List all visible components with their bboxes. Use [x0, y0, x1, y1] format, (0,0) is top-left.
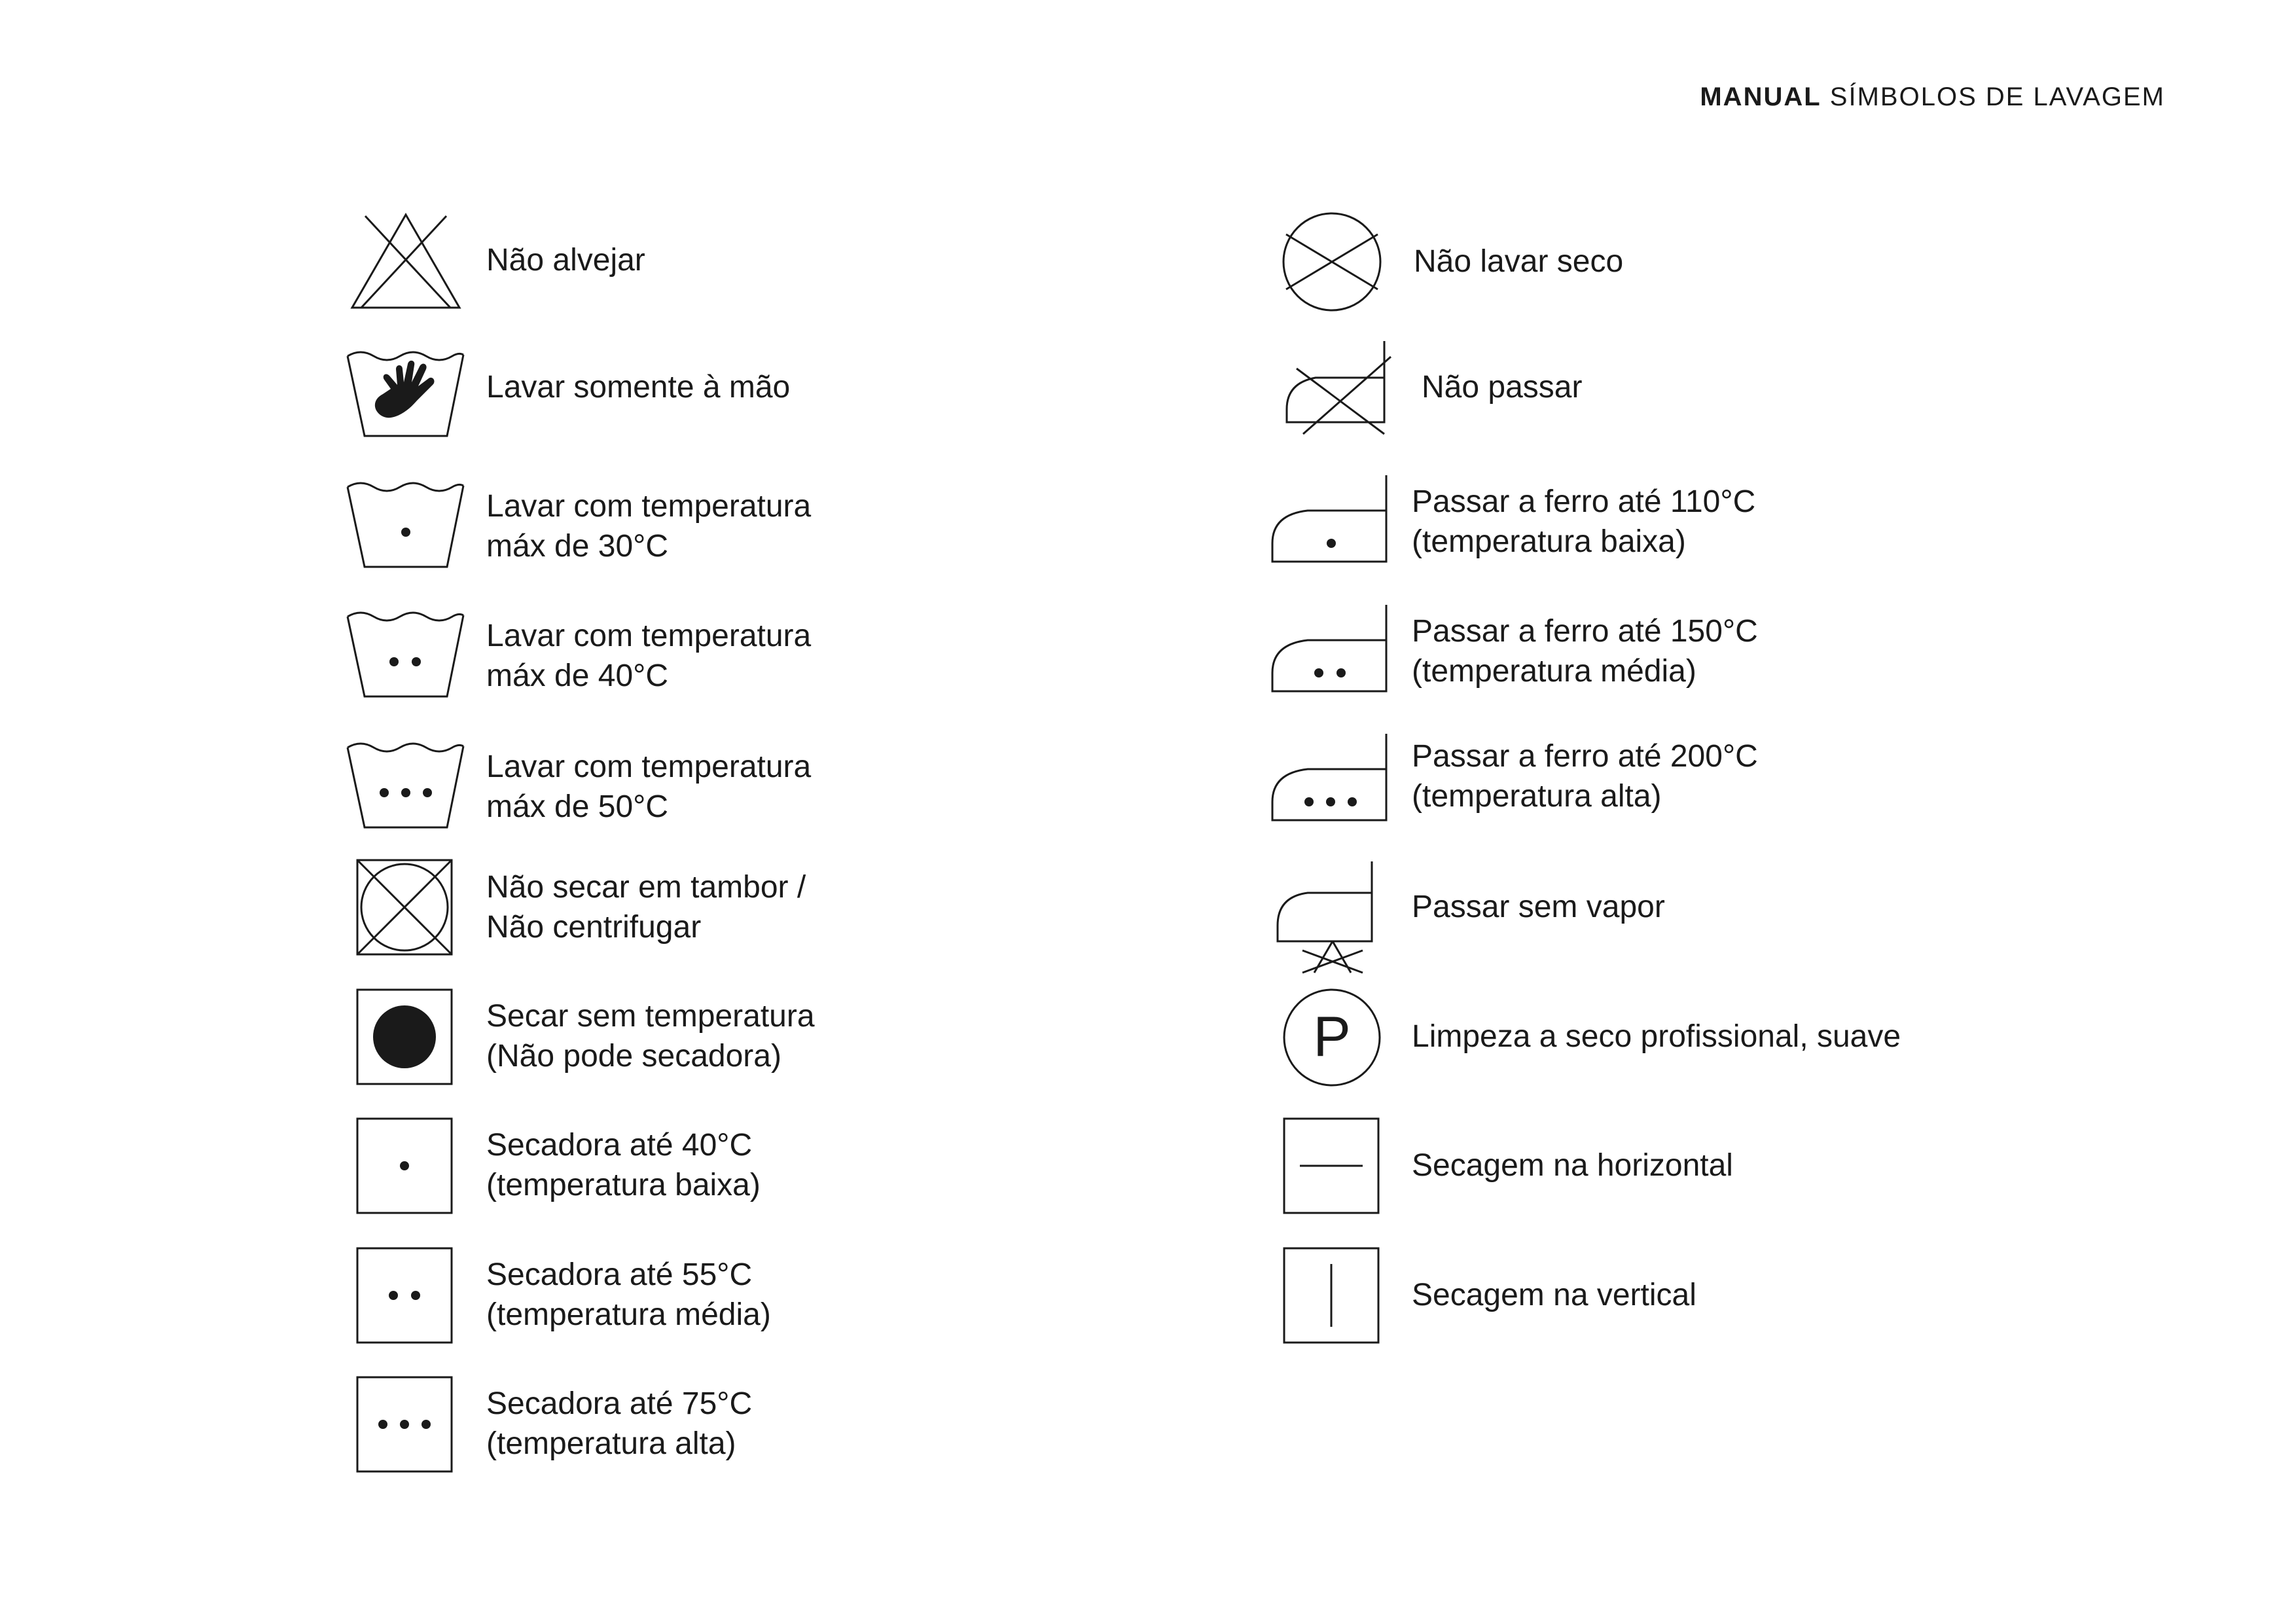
label-wash-30: Lavar com temperatura máx de 30°C: [486, 489, 812, 564]
no-iron-icon: [1280, 337, 1394, 442]
wash-40-icon: [345, 601, 466, 702]
tumble-dry-high-icon: [355, 1375, 454, 1474]
no-tumble-dry-icon: [355, 857, 454, 957]
label-wash-40: Lavar com temperatura máx de 40°C: [486, 619, 812, 693]
label-iron-no-steam: Passar sem vapor: [1412, 890, 1665, 924]
label-dry-no-heat: Secar sem temperatura (Não pode secadora): [486, 999, 815, 1074]
label-iron-high: Passar a ferro até 200°C (temperatura alta): [1412, 739, 1758, 814]
label-drip-dry: Secagem na vertical: [1412, 1278, 1696, 1312]
label-no-tumble-dry: Não secar em tambor / Não centrifugar: [486, 870, 806, 945]
iron-low-icon: [1270, 471, 1391, 566]
drip-dry-icon: [1282, 1246, 1381, 1345]
label-tumble-dry-high: Secadora até 75°C (temperatura alta): [486, 1386, 753, 1461]
label-hand-wash: Lavar somente à mão: [486, 370, 791, 405]
iron-no-steam-icon: [1275, 857, 1390, 975]
label-tumble-dry-low: Secadora até 40°C (temperatura baixa): [486, 1128, 761, 1202]
wash-50-icon: [345, 732, 466, 833]
professional-dry-clean-letter: P: [1313, 1005, 1351, 1068]
label-wash-50: Lavar com temperatura máx de 50°C: [486, 749, 812, 824]
header-title: SÍMBOLOS DE LAVAGEM: [1829, 82, 2165, 111]
page-header: [1700, 82, 2165, 112]
dry-no-heat-icon: [355, 987, 454, 1087]
label-dry-flat: Secagem na horizontal: [1412, 1148, 1733, 1183]
label-iron-low: Passar a ferro até 110°C (temperatura baixa): [1412, 484, 1756, 559]
label-iron-medium: Passar a ferro até 150°C (temperatura média): [1412, 614, 1758, 689]
iron-medium-icon: [1270, 601, 1391, 696]
label-no-bleach: Não alvejar: [486, 243, 645, 278]
label-no-iron: Não passar: [1422, 370, 1583, 405]
header-brand: MANUAL: [1700, 82, 1821, 111]
label-tumble-dry-medium: Secadora até 55°C (temperatura média): [486, 1257, 771, 1332]
no-dry-clean-icon: [1280, 209, 1384, 314]
professional-dry-clean-icon: [1280, 985, 1384, 1090]
no-bleach-icon: [347, 209, 465, 314]
tumble-dry-medium-icon: [355, 1246, 454, 1345]
label-professional-dry-clean: Limpeza a seco profissional, suave: [1412, 1019, 1901, 1054]
wash-30-icon: [345, 471, 466, 573]
label-no-dry-clean: Não lavar seco: [1414, 244, 1624, 279]
iron-high-icon: [1270, 730, 1391, 825]
tumble-dry-low-icon: [355, 1116, 454, 1216]
dry-flat-icon: [1282, 1116, 1381, 1216]
hand-wash-icon: [345, 340, 466, 442]
